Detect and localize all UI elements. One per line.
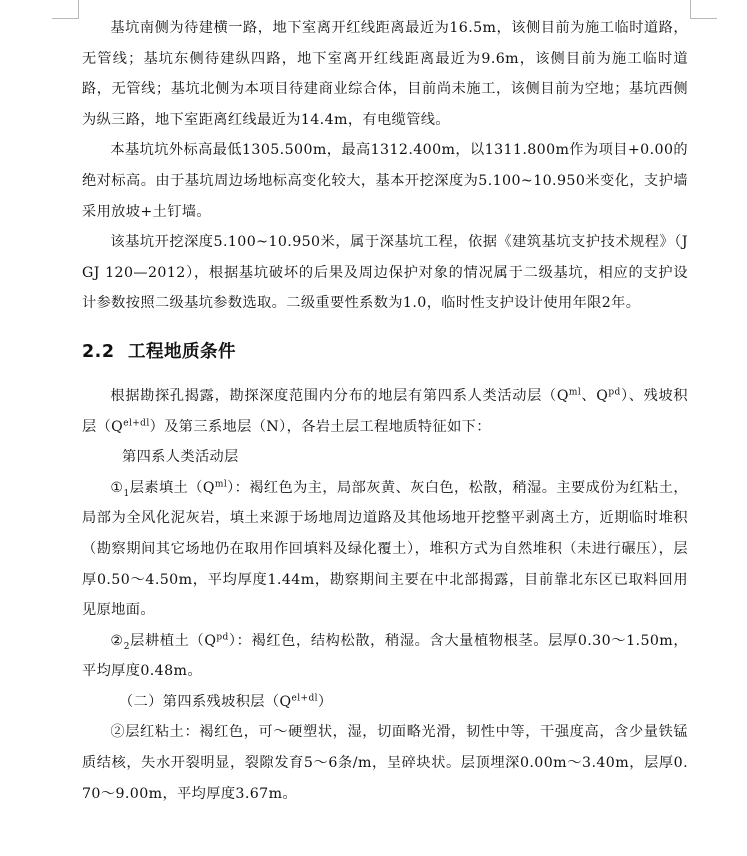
group2-sup: el+dl xyxy=(291,693,318,704)
layer-fill-marker: ① xyxy=(110,479,124,496)
layer-fill-sup: ml xyxy=(214,478,228,489)
intro-sup-pd: pd xyxy=(608,387,621,398)
paragraph-layer-red-clay: ②层红粘土：褐红色，可～硬塑状，湿，切面略光滑，韧性中等，干强度高，含少量铁锰质结核，失水开裂明显，裂隙发育5～6条/m，呈碎块状。层顶埋深0.00m～3.40m，层厚0.70～9.00m，平均厚度3.67m。 xyxy=(82,724,688,802)
intro-sup-eldl: el+dl xyxy=(123,417,150,428)
paragraph-pit-classification: 该基坑开挖深度5.100~10.950米，属于深基坑工程，依据《建筑基坑支护技术规程》（JGJ 120—2012），根据基坑破坏的后果及周边保护对象的情况属于二级基坑，相应的支护设计参数按照二级基坑参数选取。二级重要性系数为1.0，临时性支护设计使用年限2年。 xyxy=(82,234,688,312)
intro-text-b: 、Q xyxy=(581,387,609,404)
group2-label-a: （二）第四系残坡积层（Q xyxy=(119,693,292,710)
group-label-residual xyxy=(82,687,688,718)
layer-plant-text: ）：褐红色，结构松散，稍湿。含大量植物根茎。层厚0.30～1.50m，平均厚度0.48m。 xyxy=(82,632,688,680)
paragraph-layer-fill-soil xyxy=(82,473,688,626)
intro-text-c: ）、残坡积层（Q xyxy=(82,387,688,435)
section-number: 2.2 xyxy=(82,341,115,362)
layer-plant-marker: ② xyxy=(110,632,124,649)
layer-fill-marker-sub: 1 xyxy=(123,488,130,499)
intro-sup-ml: ml xyxy=(568,387,582,398)
layer-plant-marker-sub: 2 xyxy=(123,641,130,652)
layer-fill-name: 层素填土（Q xyxy=(129,479,215,496)
document-page xyxy=(82,13,688,809)
layer-fill-text: ）：褐红色为主，局部灰黄、灰白色，松散，稍湿。主要成份为红粘土，局部为全风化泥灰岩，填土来源于场地周边道路及其他场地开挖整平剥离土方，近期临时堆积（勘察期间其它场地仍在取用作回填料及绿化覆土），堆积方式为自然堆积（未进行碾压），层厚0.50～4.50m，平均厚度1.44m，勘察期间主要在中北部揭露，目前靠北东区已取料回用见原地面。 xyxy=(82,479,688,619)
layer-plant-sup: pd xyxy=(216,631,229,642)
paragraph-elevation: 本基坑坑外标高最低1305.500m，最高1312.400m，以1311.800m作为项目+0.00的绝对标高。由于基坑周边场地标高变化较大，基本开挖深度为5.100~10.950米变化，支护墙采用放坡+土钉墙。 xyxy=(82,142,688,220)
paragraph-layer-plant-soil xyxy=(82,626,688,687)
layer-plant-name: 层耕植土（Q xyxy=(129,632,217,649)
page-corner-mark-right xyxy=(690,0,717,19)
paragraph-site-surroundings: 基坑南侧为待建横一路，地下室离开红线距离最近为16.5m，该侧目前为施工临时道路，无管线；基坑东侧待建纵四路，地下室离开红线距离最近为9.6m，该侧目前为施工临时道路，无管线；基坑北侧为本项目待建商业综合体，目前尚未施工，该侧目前为空地；基坑西侧为纵三路，地下室距离红线最近为14.4m，有电缆管线。 xyxy=(82,20,688,128)
group-label-human-activity: 第四系人类活动层 xyxy=(122,449,239,466)
page-corner-mark-left xyxy=(52,0,79,19)
group2-label-b: ） xyxy=(317,693,333,710)
section-heading xyxy=(82,337,688,367)
section-title: 工程地质条件 xyxy=(128,341,236,362)
intro-text-a: 根据勘探孔揭露，勘探深度范围内分布的地层有第四系人类活动层（Q xyxy=(110,387,569,404)
paragraph-geology-intro xyxy=(82,381,688,442)
intro-text-d: ）及第三系地层（N），各岩土层工程地质特征如下： xyxy=(149,418,491,435)
